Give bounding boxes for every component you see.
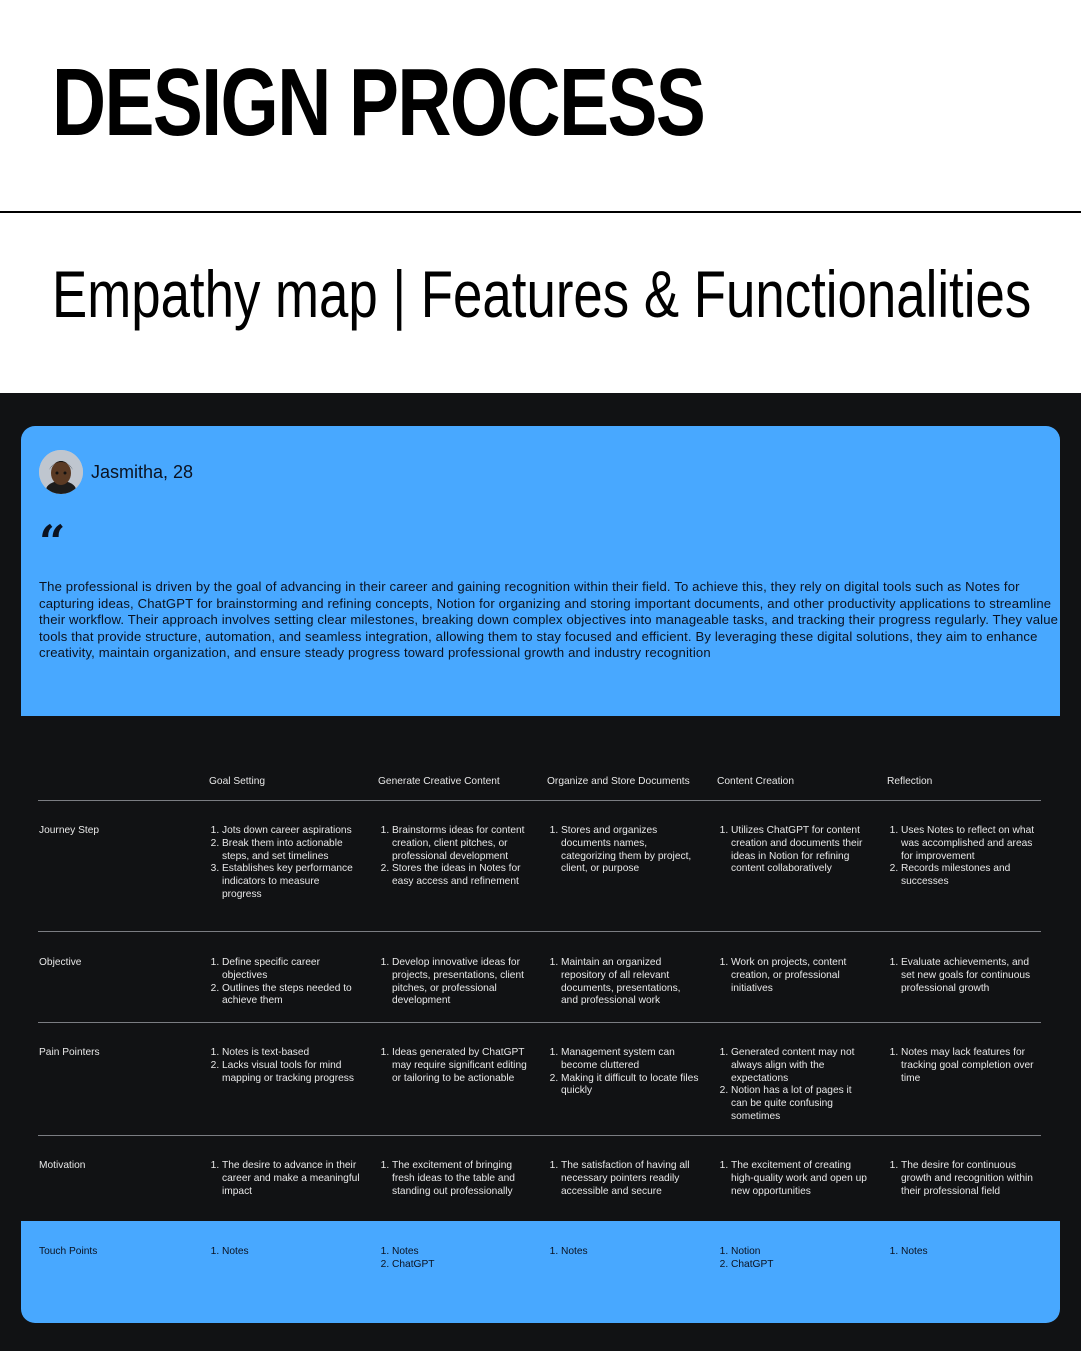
table-cell: 1. Jots down career aspirations 2. Break them into actionable steps, and set timelines 3. Establishes key performance indicators to measure progress [210, 825, 360, 902]
table-divider [38, 800, 1041, 801]
page-title: DESIGN PROCESS [52, 49, 705, 156]
table-cell: 1. The excitement of creating high-quality work and open up new opportunities [719, 1160, 869, 1198]
table-cell: 1. Notes [549, 1246, 699, 1259]
table-divider [38, 931, 1041, 932]
persona-card [21, 426, 1060, 716]
table-divider [38, 1135, 1041, 1136]
table-cell: 1. Ideas generated by ChatGPT may require significant editing or tailoring to be actionable [380, 1047, 535, 1085]
table-cell: 1. Stores and organizes documents names, categorizing them by project, client, or purpose [549, 825, 699, 876]
header-section [0, 0, 1081, 393]
header-divider [0, 211, 1081, 213]
table-divider [38, 1022, 1041, 1023]
touch-points-band [21, 1221, 1060, 1323]
quote-icon: “ [39, 515, 66, 569]
table-cell: 1. Uses Notes to reflect on what was accomplished and areas for improvement 2. Records milestones and successes [889, 825, 1039, 889]
table-cell: 1. The desire to advance in their career and make a meaningful impact [210, 1160, 360, 1198]
column-header-generate-creative-content: Generate Creative Content [378, 776, 500, 787]
table-cell: 1. The satisfaction of having all necessary pointers readily accessible and secure [549, 1160, 699, 1198]
table-cell: 1. Notes may lack features for tracking goal completion over time [889, 1047, 1041, 1085]
table-cell: 1. The desire for continuous growth and recognition within their professional field [889, 1160, 1039, 1198]
avatar-icon [39, 450, 83, 494]
table-cell: 1. Management system can become cluttered 2. Making it difficult to locate files quickly [549, 1047, 699, 1098]
column-header-reflection: Reflection [887, 776, 933, 787]
table-cell: 1. Evaluate achievements, and set new goals for continuous professional growth [889, 957, 1041, 995]
table-cell: 1. Brainstorms ideas for content creation, client pitches, or professional development 2. Stores the ideas in Notes for easy access and refinement [380, 825, 530, 889]
table-cell: 1. Maintain an organized repository of all relevant documents, presentations, and professional work [549, 957, 699, 1008]
persona-name: Jasmitha, 28 [91, 462, 194, 482]
table-cell: 1. Notes [889, 1246, 1039, 1259]
row-label-motivation: Motivation [39, 1160, 86, 1171]
row-label-touch-points: Touch Points [39, 1246, 98, 1257]
table-cell: 1. Define specific career objectives 2. Outlines the steps needed to achieve them [210, 957, 360, 1008]
table-cell: 1. Notes 2. ChatGPT [380, 1246, 530, 1272]
column-header-goal-setting: Goal Setting [209, 776, 266, 787]
table-cell: 1. Develop innovative ideas for projects, presentations, client pitches, or professional development [380, 957, 532, 1008]
column-header-organize-documents: Organize and Store Documents [547, 776, 690, 787]
table-cell: 1. Utilizes ChatGPT for content creation and documents their ideas in Notion for refining content collaboratively [719, 825, 869, 876]
page-subtitle: Empathy map | Features & Functionalities [52, 257, 1032, 331]
table-cell: 1. Generated content may not always align with the expectations 2. Notion has a lot of pages it can be quite confusing sometimes [719, 1047, 869, 1124]
persona-description: The professional is driven by the goal of advancing in their career and gaining recognition within their field. To achieve this, they rely on digital tools such as Notes for capturing ideas, ChatGPT for brainstorming and refining concepts, Notion for organizing and storing important documents, and other productivity applications to streamline their workflow. Their approach involves setting clear milestones, breaking down complex objectives into manageable tasks, and tracking their progress regularly. They value tools that provide structure, automation, and seamless integration, allowing them to stay focused and efficient. By leveraging these digital solutions, they aim to enhance creativity, maintain organization, and ensure steady progress toward professional growth and industry recognition [39, 579, 1059, 660]
table-cell: 1. Notes is text-based 2. Lacks visual tools for mind mapping or tracking progress [210, 1047, 360, 1085]
row-label-objective: Objective [39, 957, 82, 968]
row-label-journey-step: Journey Step [39, 825, 100, 836]
row-label-pain-pointers: Pain Pointers [39, 1047, 100, 1058]
table-cell: 1. Work on projects, content creation, or professional initiatives [719, 957, 869, 995]
avatar [39, 450, 83, 494]
column-header-content-creation: Content Creation [717, 776, 795, 787]
table-cell: 1. Notion 2. ChatGPT [719, 1246, 869, 1272]
table-cell: 1. Notes [210, 1246, 360, 1259]
table-cell: 1. The excitement of bringing fresh ideas to the table and standing out professionally [380, 1160, 532, 1198]
